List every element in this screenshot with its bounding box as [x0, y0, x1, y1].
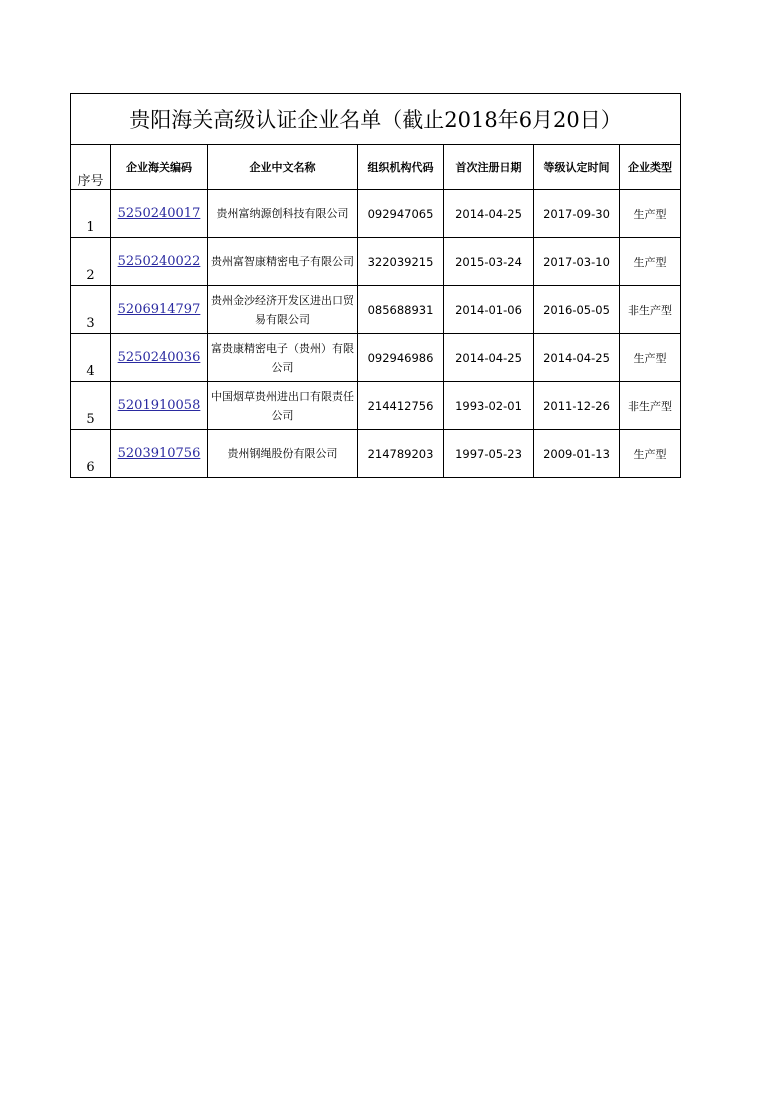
row-cert-time: 2011-12-26 — [534, 382, 620, 430]
title-row — [71, 94, 681, 145]
row-org-code: 214412756 — [358, 382, 444, 430]
table-row — [71, 334, 681, 382]
row-customs-code — [111, 430, 208, 478]
header-customs-code: 企业海关编码 — [111, 145, 208, 190]
row-customs-code — [111, 238, 208, 286]
row-org-code: 092947065 — [358, 190, 444, 238]
row-cert-time: 2014-04-25 — [534, 334, 620, 382]
row-customs-code — [111, 190, 208, 238]
row-first-reg: 1993-02-01 — [444, 382, 534, 430]
row-org-code: 092946986 — [358, 334, 444, 382]
row-name: 贵州金沙经济开发区进出口贸易有限公司 — [208, 286, 358, 334]
row-seq: 5 — [71, 382, 111, 430]
row-seq: 2 — [71, 238, 111, 286]
enterprise-list-table — [70, 93, 681, 478]
row-type: 非生产型 — [620, 382, 681, 430]
document-title: 贵阳海关高级认证企业名单（截止2018年6月20日） — [71, 94, 681, 145]
row-org-code: 322039215 — [358, 238, 444, 286]
row-first-reg: 2014-01-06 — [444, 286, 534, 334]
table-row — [71, 382, 681, 430]
table-row — [71, 190, 681, 238]
row-type: 生产型 — [620, 190, 681, 238]
header-cert-time: 等级认定时间 — [534, 145, 620, 190]
table-row — [71, 286, 681, 334]
row-name: 贵州富纳源创科技有限公司 — [208, 190, 358, 238]
header-name: 企业中文名称 — [208, 145, 358, 190]
row-type: 非生产型 — [620, 286, 681, 334]
row-seq: 4 — [71, 334, 111, 382]
header-org-code: 组织机构代码 — [358, 145, 444, 190]
header-first-reg: 首次注册日期 — [444, 145, 534, 190]
row-name: 贵州富智康精密电子有限公司 — [208, 238, 358, 286]
row-org-code: 214789203 — [358, 430, 444, 478]
table-row — [71, 238, 681, 286]
row-first-reg: 1997-05-23 — [444, 430, 534, 478]
table-row — [71, 430, 681, 478]
row-first-reg: 2015-03-24 — [444, 238, 534, 286]
row-name: 中国烟草贵州进出口有限责任公司 — [208, 382, 358, 430]
row-type: 生产型 — [620, 238, 681, 286]
row-seq: 1 — [71, 190, 111, 238]
row-type: 生产型 — [620, 430, 681, 478]
row-org-code: 085688931 — [358, 286, 444, 334]
customs-code-link[interactable]: 5203910756 — [117, 446, 201, 461]
row-name: 贵州钢绳股份有限公司 — [208, 430, 358, 478]
row-cert-time: 2009-01-13 — [534, 430, 620, 478]
customs-code-link[interactable]: 5206914797 — [117, 302, 201, 317]
customs-code-link[interactable]: 5250240017 — [117, 206, 201, 221]
row-cert-time: 2016-05-05 — [534, 286, 620, 334]
row-type: 生产型 — [620, 334, 681, 382]
customs-code-link[interactable]: 5250240036 — [117, 350, 201, 365]
customs-code-link[interactable]: 5250240022 — [117, 254, 201, 269]
row-first-reg: 2014-04-25 — [444, 190, 534, 238]
row-first-reg: 2014-04-25 — [444, 334, 534, 382]
row-seq: 3 — [71, 286, 111, 334]
header-type: 企业类型 — [620, 145, 681, 190]
row-cert-time: 2017-09-30 — [534, 190, 620, 238]
row-customs-code — [111, 286, 208, 334]
row-customs-code — [111, 334, 208, 382]
row-customs-code — [111, 382, 208, 430]
header-seq: 序号 — [71, 145, 111, 190]
header-row — [71, 145, 681, 190]
row-name: 富贵康精密电子（贵州）有限公司 — [208, 334, 358, 382]
row-seq: 6 — [71, 430, 111, 478]
row-cert-time: 2017-03-10 — [534, 238, 620, 286]
customs-code-link[interactable]: 5201910058 — [117, 398, 201, 413]
